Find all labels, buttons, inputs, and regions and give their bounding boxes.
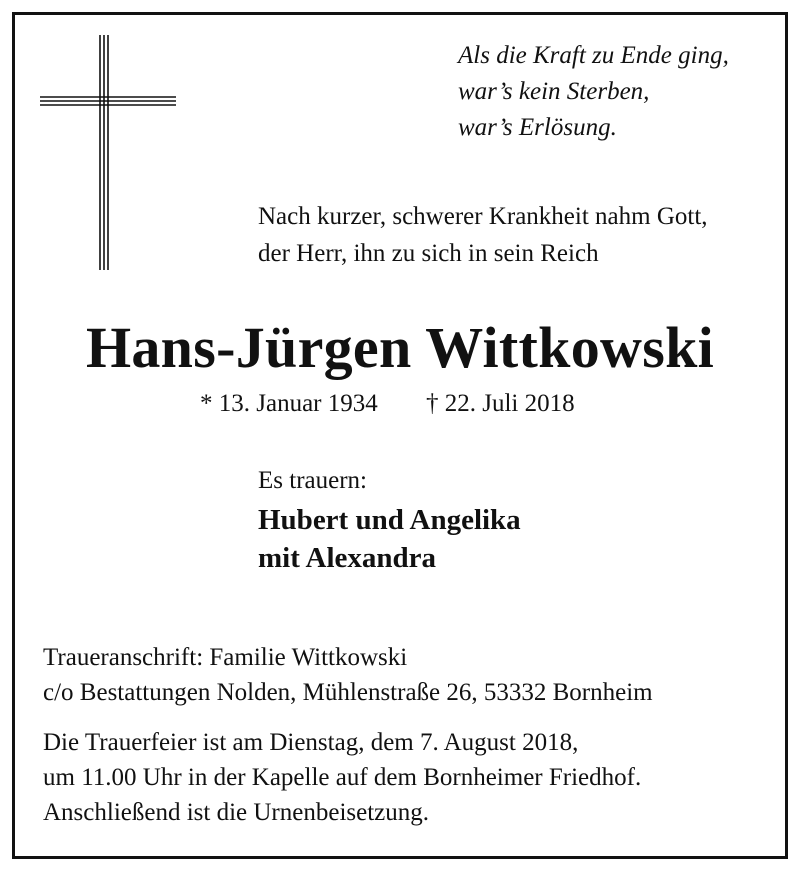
service-line: Die Trauerfeier ist am Dienstag, dem 7. August 2018, bbox=[43, 729, 579, 756]
deceased-name: Hans-Jürgen Wittkowski bbox=[85, 315, 715, 380]
mourners-names bbox=[258, 501, 521, 577]
mourner-line: mit Alexandra bbox=[258, 542, 437, 574]
service-line: Anschließend ist die Urnenbeisetzung. bbox=[43, 799, 430, 826]
intro-text bbox=[258, 198, 708, 272]
address-line: c/o Bestattungen Nolden, Mühlenstraße 26, 53332 Bornheim bbox=[43, 679, 653, 706]
funeral-service-info bbox=[43, 725, 641, 830]
verse-line: Als die Kraft zu Ende ging, bbox=[458, 42, 729, 69]
birth-date: * 13. Januar 1934 bbox=[200, 390, 378, 417]
life-dates bbox=[200, 388, 575, 420]
mourner-line: Hubert und Angelika bbox=[258, 504, 521, 536]
intro-line: Nach kurzer, schwerer Krankheit nahm Gott, bbox=[258, 203, 708, 230]
death-date: † 22. Juli 2018 bbox=[426, 390, 575, 417]
verse-line: war’s kein Sterben, bbox=[458, 78, 650, 105]
service-line: um 11.00 Uhr in der Kapelle auf dem Bornheimer Friedhof. bbox=[43, 764, 642, 791]
verse bbox=[458, 38, 729, 146]
mourning-address bbox=[43, 640, 653, 710]
intro-line: der Herr, ihn zu sich in sein Reich bbox=[258, 240, 599, 267]
cross-icon bbox=[40, 35, 176, 270]
verse-line: war’s Erlösung. bbox=[458, 114, 617, 141]
mourners-label: Es trauern: bbox=[258, 467, 367, 494]
address-line: Traueranschrift: Familie Wittkowski bbox=[43, 644, 408, 671]
